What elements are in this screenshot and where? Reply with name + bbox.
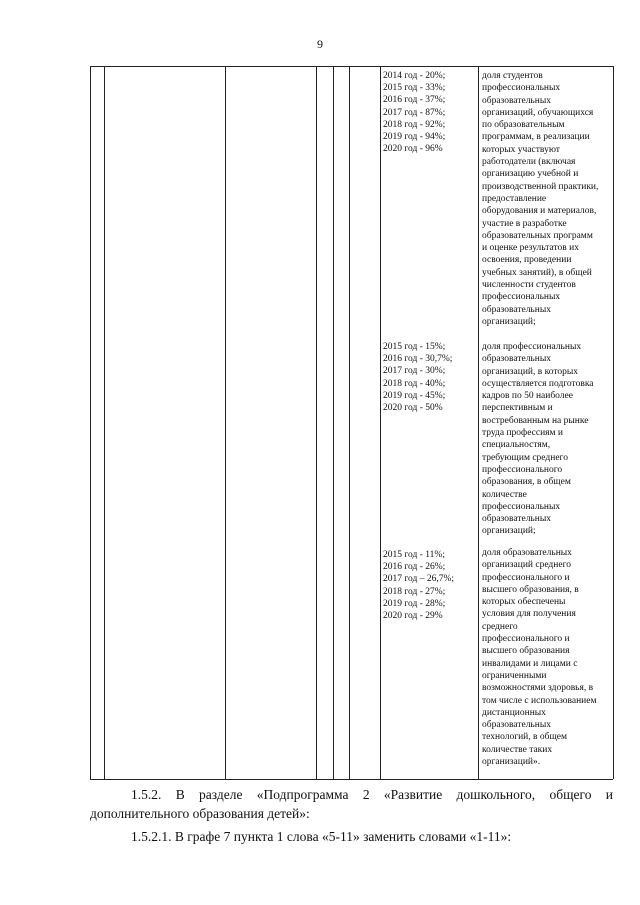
indicator-text-line: ограниченными xyxy=(482,670,547,681)
indicator-description-1 xyxy=(482,70,612,328)
indicator-text-line: производственной практики, xyxy=(482,181,599,192)
indicator-value: 2015 год - 33%; xyxy=(383,83,446,94)
indicator-text-line: специальностям, xyxy=(482,440,551,451)
indicator-text-line: образовательных xyxy=(482,95,551,106)
indicator-text-line: по образовательным xyxy=(482,120,565,131)
indicator-text-line: профессиональных xyxy=(482,83,561,94)
indicator-text-line: профессионального и xyxy=(482,572,570,583)
indicator-value: 2016 год - 30,7%; xyxy=(383,354,453,365)
indicator-text-line: оборудования и материалов, xyxy=(482,206,597,217)
indicator-text-line: образовательных xyxy=(482,720,551,731)
indicator-value: 2015 год - 15%; xyxy=(383,342,446,352)
indicator-text-line: высшего образования, в xyxy=(482,584,579,595)
indicator-value: 2018 год - 92%; xyxy=(383,119,446,130)
indicator-text-line: технологий, в общем xyxy=(482,732,567,743)
indicator-text-line: доля профессиональных xyxy=(482,342,582,352)
indicator-text-line: организаций; xyxy=(482,526,536,537)
indicator-value: 2018 год - 27%; xyxy=(383,586,446,597)
indicator-text-line: востребованным на рынке xyxy=(482,415,589,426)
indicator-text-line: образовательных программ xyxy=(482,230,593,241)
indicator-value: 2019 год - 45%; xyxy=(383,390,446,401)
indicator-text-line: и оценке результатов их xyxy=(482,243,579,254)
table-row-border xyxy=(90,66,613,67)
table-column-border xyxy=(316,66,317,779)
indicator-text-line: организаций среднего xyxy=(482,560,571,571)
indicator-text-line: дистанционных xyxy=(482,707,546,718)
indicator-value: 2014 год - 20%; xyxy=(383,71,446,81)
indicator-text-line: кадров по 50 наиболее xyxy=(482,391,573,402)
indicator-text-line: работодатели (включая xyxy=(482,157,576,168)
indicator-text-line: перспективным и xyxy=(482,403,553,414)
indicator-description-3 xyxy=(482,547,612,768)
indicator-text-line: организаций, в которых xyxy=(482,366,579,377)
indicator-text-line: учебных занятий), в общей xyxy=(482,267,592,278)
indicator-text-line: условия для получения xyxy=(482,609,576,620)
indicator-value: 2017 год – 26,7%; xyxy=(383,574,455,585)
indicator-text-line: количестве xyxy=(482,489,527,500)
indicator-text-line: программам, в реализации xyxy=(482,132,590,143)
indicator-value: 2016 год - 37%; xyxy=(383,95,446,106)
indicator-text-line: труда профессиям и xyxy=(482,428,564,439)
indicator-value: 2016 год - 26%; xyxy=(383,562,446,573)
table-column-border xyxy=(478,66,479,779)
table-row-border xyxy=(90,779,613,780)
indicator-text-line: предоставление xyxy=(482,193,547,204)
table-column-border xyxy=(225,66,226,779)
indicator-text-line: доля образовательных xyxy=(482,548,572,558)
indicator-text-line: численности студентов xyxy=(482,280,576,291)
indicator-text-line: профессиональных xyxy=(482,292,561,303)
table-column-border xyxy=(613,66,614,779)
table-column-border xyxy=(380,66,381,779)
indicator-text-line: профессиональных xyxy=(482,501,561,512)
table-column-border xyxy=(104,66,105,779)
indicator-text-line: участие в разработке xyxy=(482,218,567,229)
indicator-text-line: организаций». xyxy=(482,757,541,768)
indicator-values-3 xyxy=(383,549,475,622)
indicator-value: 2017 год - 30%; xyxy=(383,366,446,377)
indicator-text-line: возможностями здоровья, в xyxy=(482,683,594,694)
indicator-value: 2020 год - 50% xyxy=(383,403,443,414)
indicator-text-line: организаций, обучающихся xyxy=(482,107,594,118)
indicator-text-line: образовательных xyxy=(482,354,551,365)
indicator-text-line: инвалидами и лицами с xyxy=(482,658,578,669)
indicator-value: 2020 год - 96% xyxy=(383,144,443,155)
indicator-text-line: среднего xyxy=(482,621,518,632)
indicator-text-line: которых обеспечены xyxy=(482,597,566,608)
table-column-border xyxy=(90,66,91,779)
indicator-value: 2018 год - 40%; xyxy=(383,378,446,389)
indicator-text-line: освоения, проведении xyxy=(482,255,572,266)
indicator-value: 2020 год - 29% xyxy=(383,611,443,622)
indicator-text-line: организацию учебной и xyxy=(482,169,579,180)
indicator-value: 2015 год - 11%; xyxy=(383,550,445,560)
indicator-text-line: образовательных xyxy=(482,304,551,315)
paragraph-2: 1.5.2.1. В графе 7 пункта 1 слова «5-11» заменить словами «1-11»: xyxy=(131,829,512,844)
indicator-text-line: профессионального и xyxy=(482,634,570,645)
indicator-text-line: том числе с использованием xyxy=(482,695,597,706)
indicator-description-2 xyxy=(482,341,612,538)
page-number: 9 xyxy=(317,37,323,51)
paragraph-1-first-line: 1.5.2. В разделе «Подпрограмма 2 «Развитие дошкольного, общего и xyxy=(131,787,613,802)
indicator-text-line: организаций; xyxy=(482,316,536,327)
indicator-values-2 xyxy=(383,341,475,414)
indicator-text-line: требующим среднего xyxy=(482,452,568,463)
table-column-border xyxy=(349,66,350,779)
indicator-text-line: доля студентов xyxy=(482,71,543,81)
indicator-text-line: количестве таких xyxy=(482,744,553,755)
table-column-border xyxy=(333,66,334,779)
indicator-text-line: образования, в общем xyxy=(482,477,571,488)
indicator-value: 2019 год - 28%; xyxy=(383,598,446,609)
paragraph-1-second-line: дополнительного образования детей»: xyxy=(90,806,310,821)
indicator-values-1 xyxy=(383,70,475,155)
indicator-text-line: образовательных xyxy=(482,514,551,525)
indicator-text-line: осуществляется подготовка xyxy=(482,378,594,389)
indicator-text-line: которых участвуют xyxy=(482,144,560,155)
indicator-text-line: высшего образования xyxy=(482,646,570,657)
indicator-value: 2019 год - 94%; xyxy=(383,132,446,143)
indicator-text-line: профессионального xyxy=(482,464,563,475)
indicator-value: 2017 год - 87%; xyxy=(383,107,446,118)
